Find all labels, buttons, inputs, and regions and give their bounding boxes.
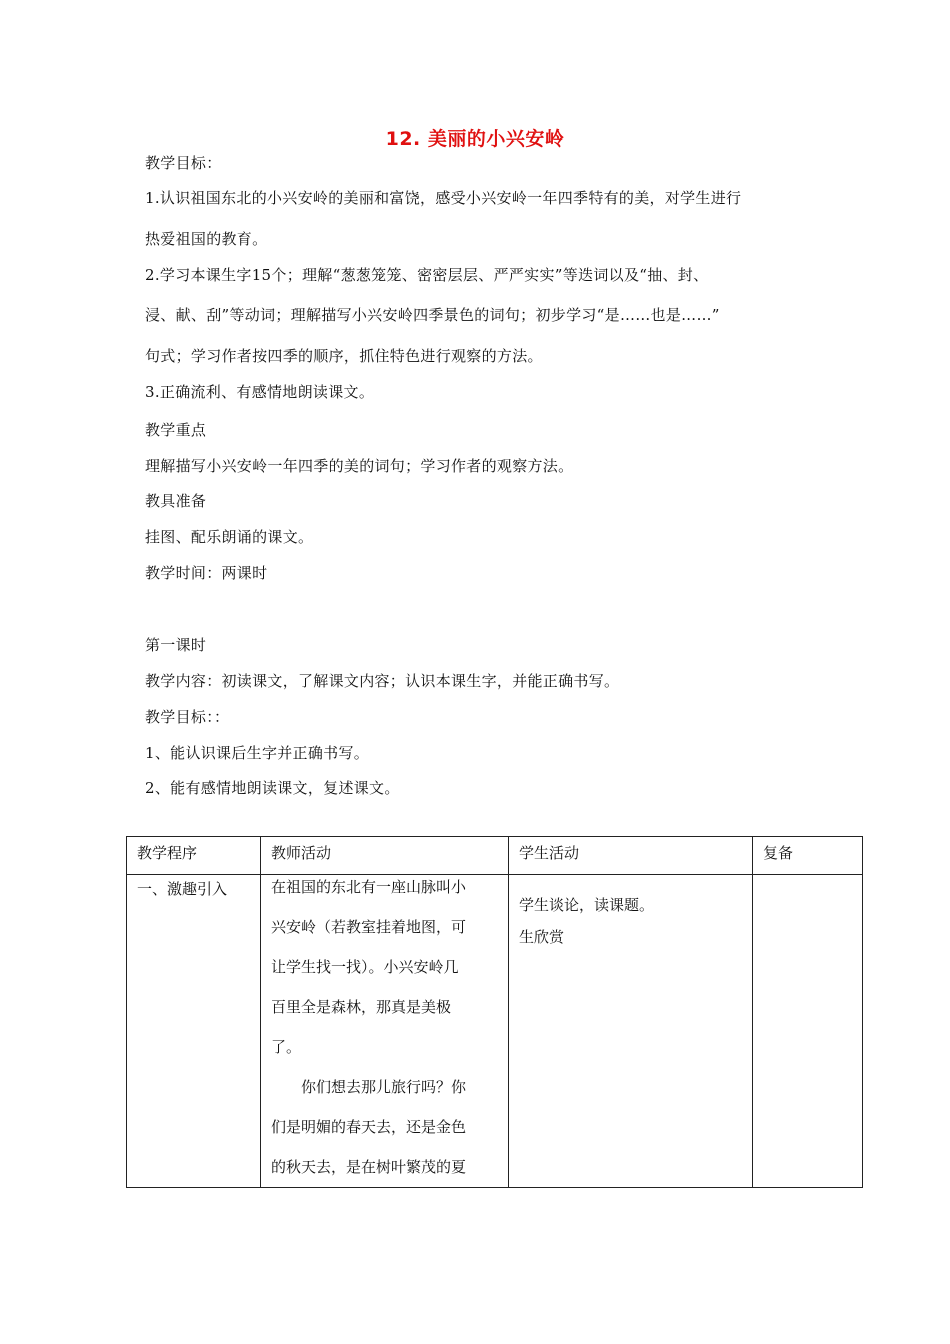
time-text: 教学时间：两课时 — [145, 564, 268, 582]
key-heading: 教学重点 — [145, 421, 207, 439]
header-cell-notes: 复备 — [753, 837, 863, 875]
goals-heading: 教学目标： — [145, 154, 222, 172]
lesson1-heading: 第一课时 — [145, 636, 207, 654]
header-cell-procedure: 教学程序 — [127, 837, 261, 875]
goal-line: 3.正确流利、有感情地朗读课文。 — [145, 383, 375, 401]
lesson1-content: 教学内容：初读课文，了解课文内容；认识本课生字，并能正确书写。 — [145, 672, 620, 690]
goal-line: 2.学习本课生字15个；理解“葱葱笼笼、密密层层、严严实实”等迭词以及“抽、封、 — [145, 266, 709, 284]
teacher-line: 在祖国的东北有一座山脉叫小 — [271, 878, 467, 896]
goal-line: 句式；学习作者按四季的顺序，抓住特色进行观察的方法。 — [145, 347, 543, 365]
cell-notes — [753, 875, 863, 1188]
tools-heading: 教具准备 — [145, 492, 207, 510]
document-title: 12. 美丽的小兴安岭 — [385, 128, 565, 150]
lesson1-goal-1: 1、能认识课后生字并正确书写。 — [145, 744, 370, 762]
table-row — [127, 875, 863, 1188]
lesson-table — [126, 836, 863, 1188]
goal-line: 热爱祖国的教育。 — [145, 230, 268, 248]
student-line: 生欣赏 — [519, 928, 565, 946]
header-cell-teacher: 教师活动 — [261, 837, 509, 875]
teacher-line: 了。 — [271, 1038, 302, 1056]
teacher-line: 百里全是森林，那真是美极 — [271, 998, 452, 1016]
teacher-line: 你们想去那儿旅行吗？你 — [301, 1078, 467, 1096]
cell-teacher-activity — [261, 875, 509, 1188]
key-text: 理解描写小兴安岭一年四季的美的词句；学习作者的观察方法。 — [145, 457, 574, 475]
teacher-line: 的秋天去，是在树叶繁茂的夏 — [271, 1158, 467, 1176]
goal-line: 1.认识祖国东北的小兴安岭的美丽和富饶，感受小兴安岭一年四季特有的美，对学生进行 — [145, 189, 742, 207]
teacher-line: 们是明媚的春天去，还是金色 — [271, 1118, 467, 1136]
cell-student-activity — [509, 875, 753, 1188]
cell-step: 一、激趣引入 — [127, 875, 261, 1188]
teacher-line: 兴安岭（若教室挂着地图，可 — [271, 918, 467, 936]
tools-text: 挂图、配乐朗诵的课文。 — [145, 528, 314, 546]
goal-line: 浸、献、刮”等动词；理解描写小兴安岭四季景色的词句；初步学习“是……也是……” — [145, 306, 720, 324]
student-line: 学生谈论，读课题。 — [519, 896, 655, 914]
teacher-line: 让学生找一找）。小兴安岭几 — [271, 958, 459, 976]
header-cell-student: 学生活动 — [509, 837, 753, 875]
lesson1-goals-heading: 教学目标：： — [145, 708, 230, 726]
lesson1-goal-2: 2、能有感情地朗读课文，复述课文。 — [145, 779, 400, 797]
